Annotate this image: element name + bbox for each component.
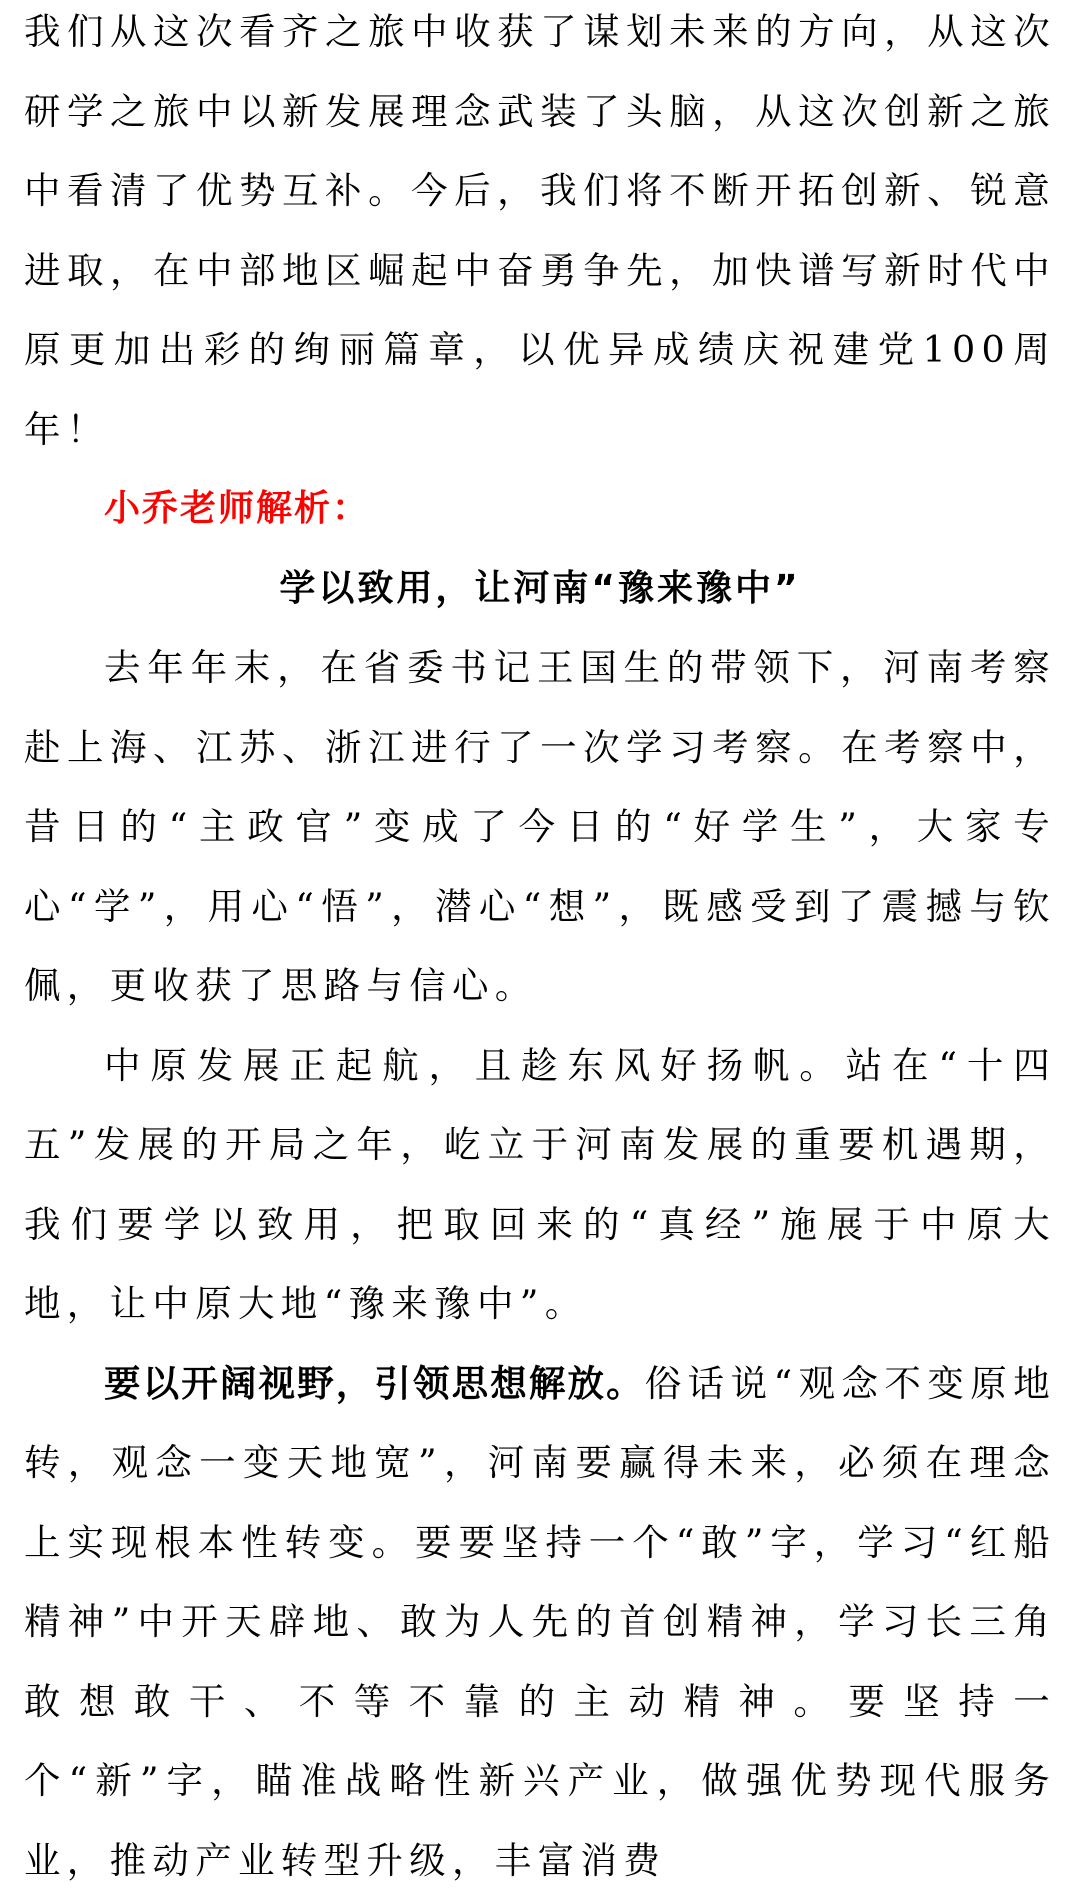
paragraph-1: 去年年末，在省委书记王国生的带领下，河南考察赴上海、江苏、浙江进行了一次学习考察。在考察中，昔日的“主政官”变成了今日的“好学生”，大家专心“学”，用心“悟”，潜心“想”，既感受到了震撼与钦佩，更收获了思路与信心。 (24, 628, 1056, 1026)
paragraph-3 (24, 1344, 1056, 1900)
analysis-label: 小乔老师解析： (24, 469, 1056, 549)
paragraph-2: 中原发展正起航，且趁东风好扬帆。站在“十四五”发展的开局之年，屹立于河南发展的重要机遇期，我们要学以致用，把取回来的“真经”施展于中原大地，让中原大地“豫来豫中”。 (24, 1026, 1056, 1344)
document-page (24, 0, 1056, 1698)
paragraph-3-lead: 要以开阔视野，引领思想解放。 (104, 1362, 645, 1405)
essay-title: 学以致用，让河南“豫来豫中” (24, 549, 1056, 629)
paragraph-3-body: 俗话说“观念不变原地转，观念一变天地宽”，河南要赢得未来，必须在理念上实现根本性转变。要要坚持一个“敢”字，学习“红船精神”中开天辟地、敢为人先的首创精神，学习长三角敢想敢干、不等不靠的主动精神。要坚持一个“新”字，瞄准战略性新兴产业，做强优势现代服务业，推动产业转型升级，丰富消费 (24, 1362, 1056, 1882)
intro-paragraph: 我们从这次看齐之旅中收获了谋划未来的方向，从这次研学之旅中以新发展理念武装了头脑，从这次创新之旅中看清了优势互补。今后，我们将不断开拓创新、锐意进取，在中部地区崛起中奋勇争先，加快谱写新时代中原更加出彩的绚丽篇章，以优异成绩庆祝建党100周年！ (24, 0, 1056, 469)
